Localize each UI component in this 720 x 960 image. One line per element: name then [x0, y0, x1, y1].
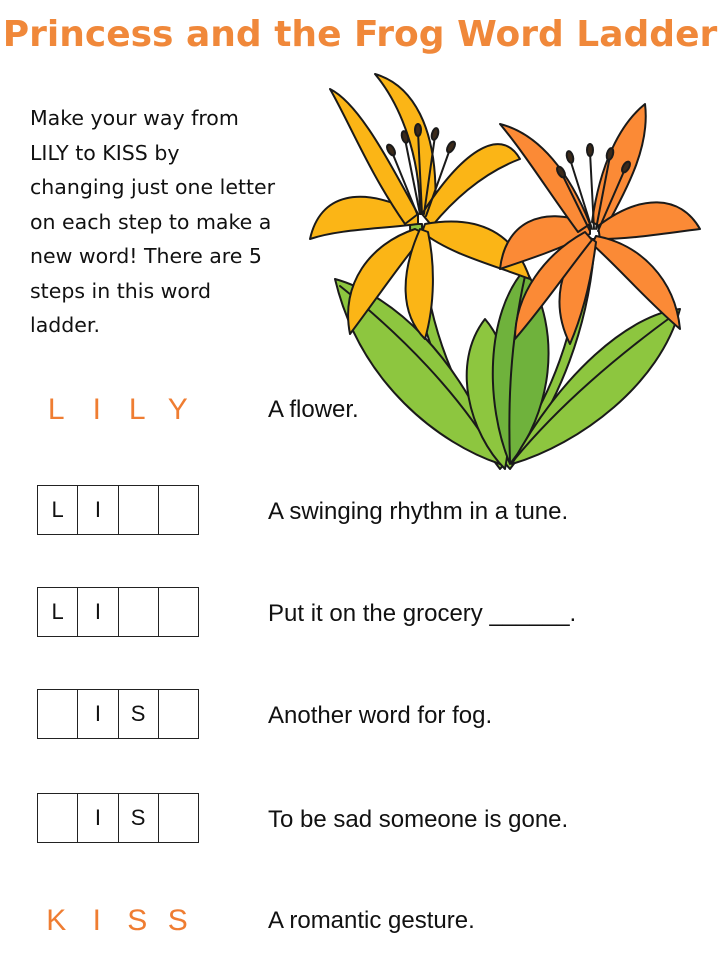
instructions-line: steps in this word — [30, 278, 212, 303]
step-1-clue: A swinging rhythm in a tune. — [268, 498, 569, 525]
step-3-letter-boxes — [37, 689, 199, 739]
step-1-letter-boxes — [37, 485, 199, 535]
end-word-letter: S — [167, 904, 188, 937]
lily-flowers-icon — [300, 64, 710, 484]
letter-box[interactable]: I — [78, 690, 118, 738]
page-title: Princess and the Frog Word Ladder — [2, 14, 718, 55]
start-word-clue: A flower. — [268, 396, 359, 423]
letter-box[interactable] — [119, 588, 159, 636]
letter-box[interactable] — [159, 690, 198, 738]
letter-box[interactable]: I — [78, 794, 118, 842]
letter-box[interactable]: I — [78, 486, 118, 534]
instructions — [30, 101, 320, 343]
instructions-line: on each step to make a — [30, 209, 272, 234]
step-4-clue: To be sad someone is gone. — [268, 806, 569, 833]
letter-box[interactable]: S — [119, 794, 159, 842]
letter-box[interactable]: L — [38, 588, 78, 636]
instructions-line: new word! There are 5 — [30, 244, 262, 268]
end-word — [36, 896, 206, 946]
letter-box[interactable] — [159, 588, 198, 636]
end-word-letter: S — [127, 904, 148, 937]
start-word-letter: L — [128, 393, 146, 426]
end-word-clue: A romantic gesture. — [268, 907, 475, 934]
letter-box[interactable] — [159, 794, 198, 842]
letter-box[interactable] — [119, 486, 159, 534]
start-word-letter: Y — [167, 393, 188, 426]
end-word-letter: I — [92, 904, 101, 937]
letter-box[interactable]: S — [119, 690, 159, 738]
instructions-line: changing just one letter — [30, 175, 276, 199]
letter-box[interactable]: L — [38, 486, 78, 534]
start-word-letter: L — [47, 393, 65, 426]
step-3-clue: Another word for fog. — [268, 702, 493, 729]
letter-box[interactable] — [38, 690, 78, 738]
letter-box[interactable]: I — [78, 588, 118, 636]
start-word — [36, 385, 206, 435]
end-word-letter: K — [46, 904, 67, 937]
step-4-letter-boxes — [37, 793, 199, 843]
instructions-line: ladder. — [30, 313, 100, 337]
instructions-line: LILY to KISS by — [30, 140, 180, 165]
step-2-letter-boxes — [37, 587, 199, 637]
step-2-clue: Put it on the grocery ______. — [268, 600, 577, 627]
letter-box[interactable] — [38, 794, 78, 842]
letter-box[interactable] — [159, 486, 198, 534]
start-word-letter: I — [92, 393, 101, 426]
instructions-line: Make your way from — [30, 106, 239, 130]
